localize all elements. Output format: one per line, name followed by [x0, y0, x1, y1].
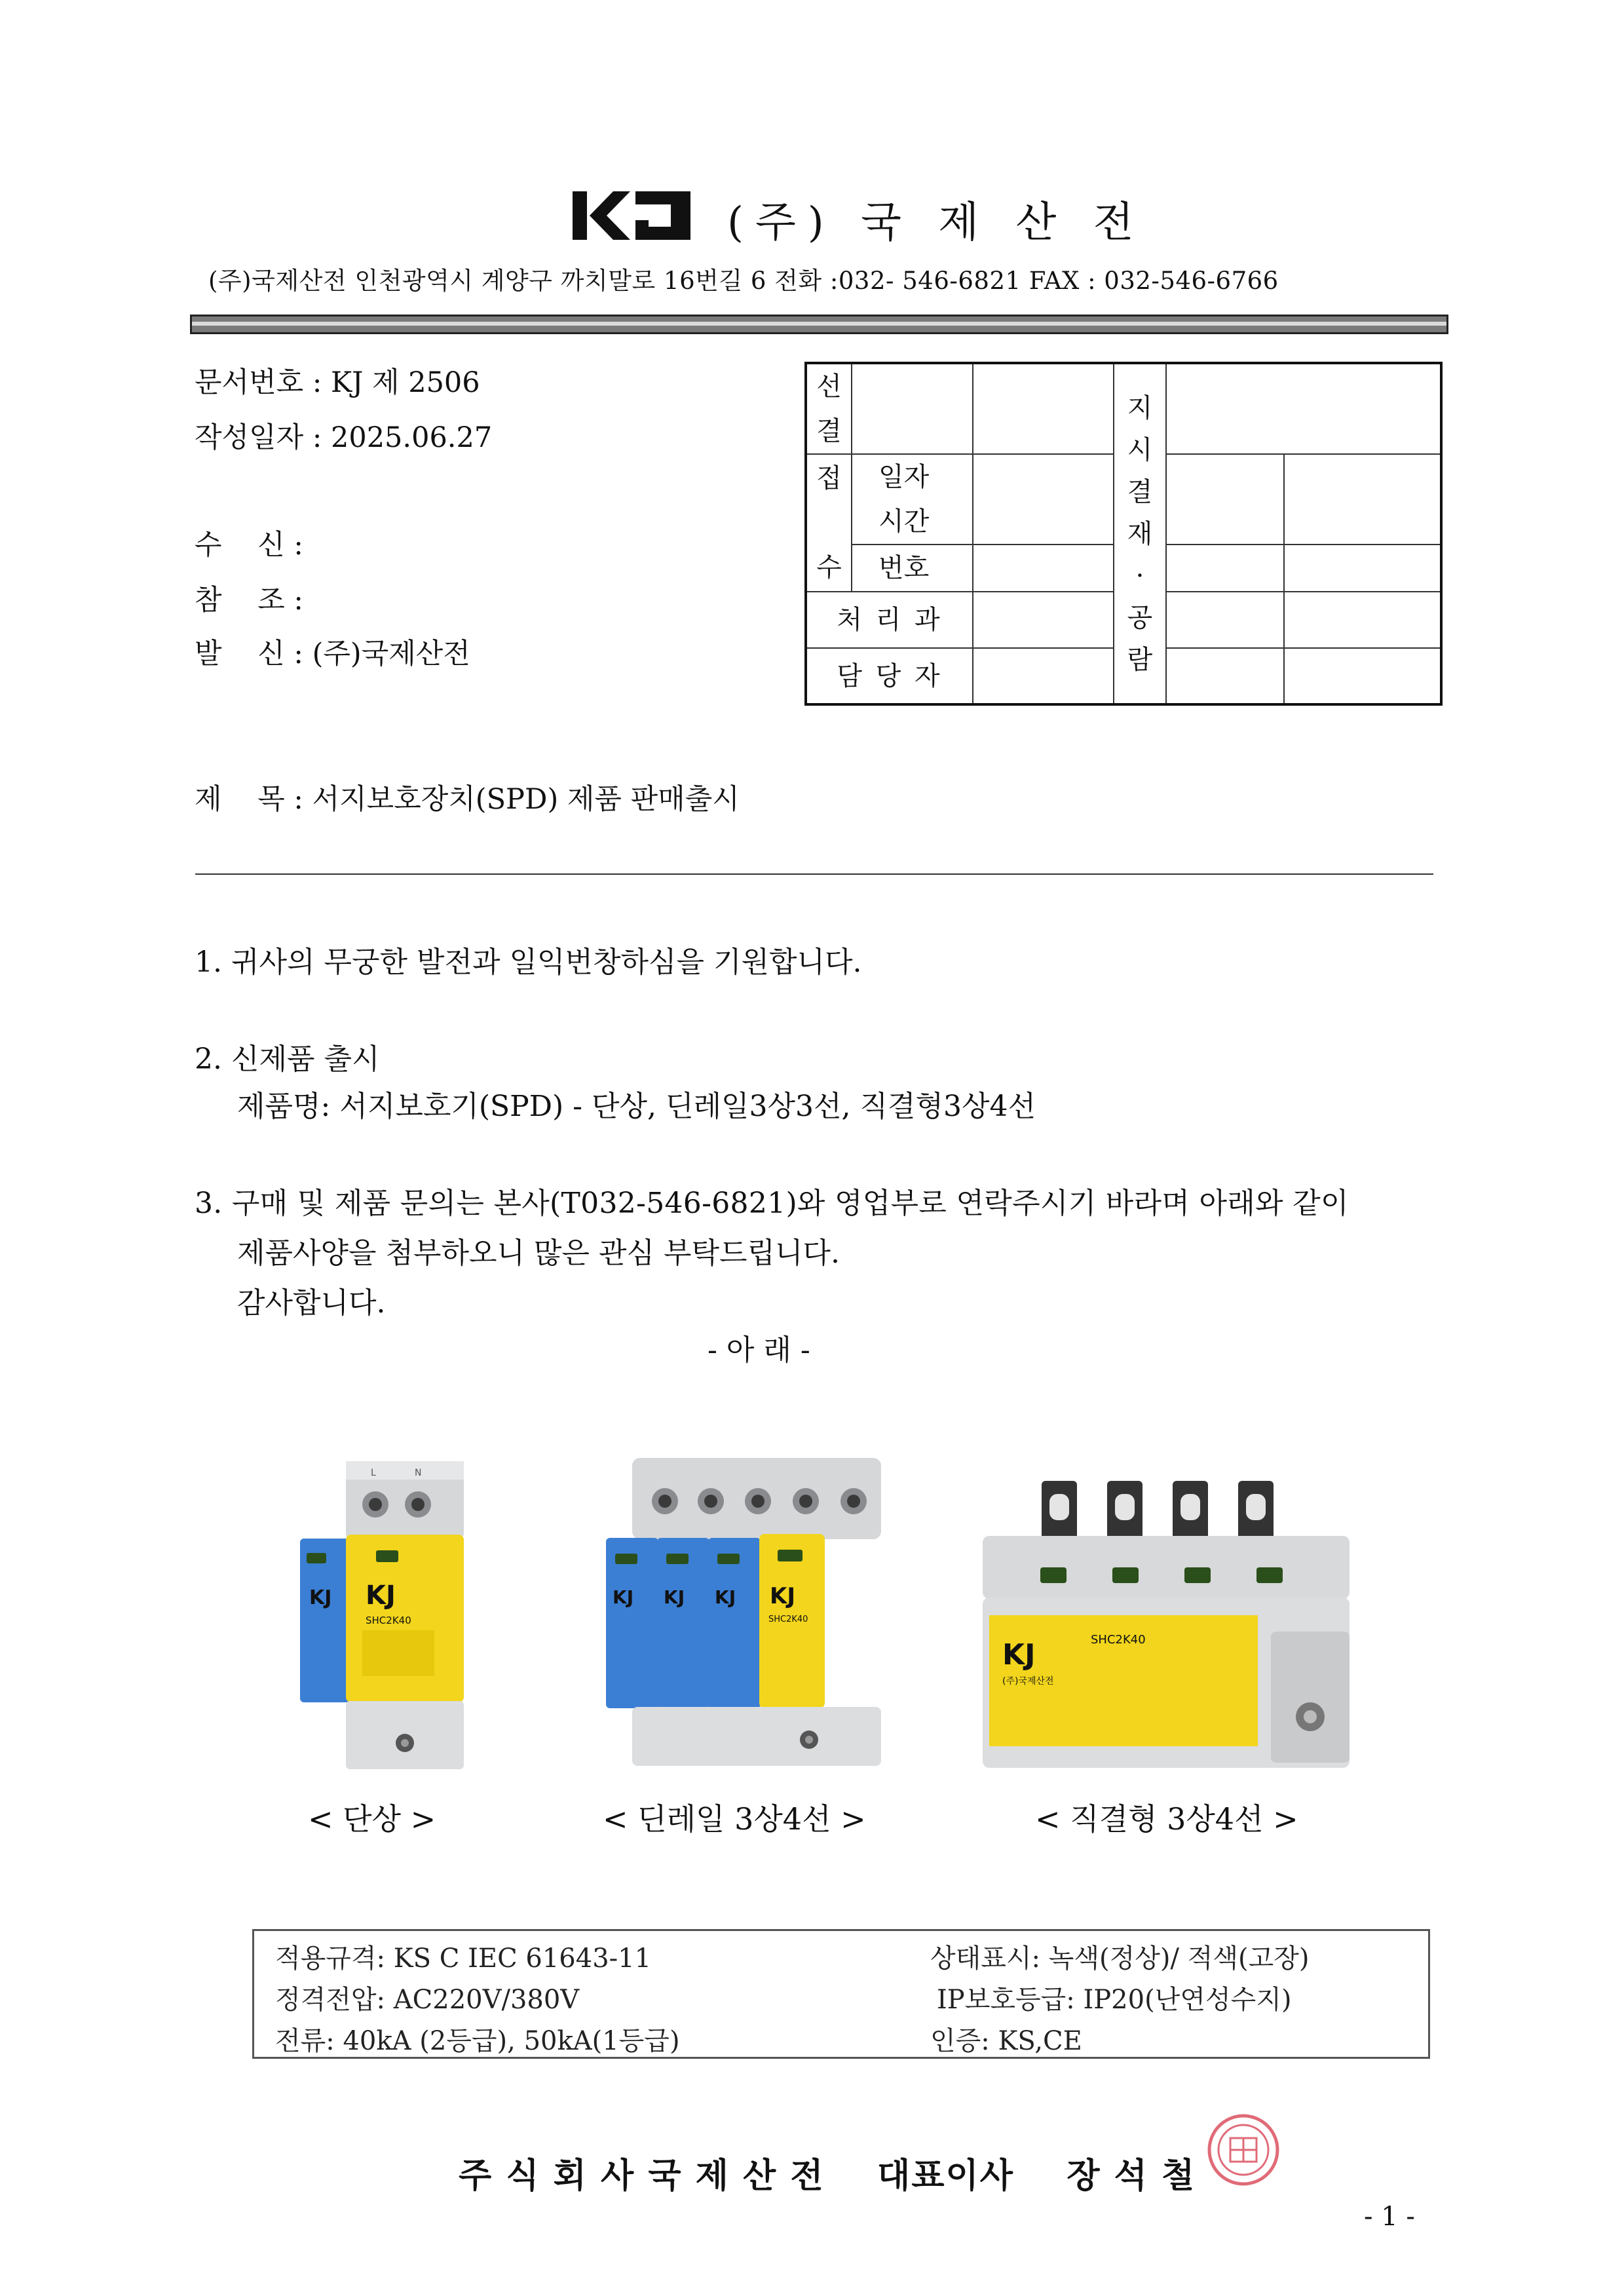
approval-review-box-4a[interactable]	[1166, 648, 1284, 704]
doc-number-value: KJ 제 2506	[330, 366, 480, 399]
caption-single-phase: < 단상 >	[308, 1801, 436, 1837]
recipient	[195, 523, 312, 563]
subject-underline	[195, 873, 1433, 875]
approval-review-box-3b[interactable]	[1284, 592, 1441, 648]
approval-beonho-label: 번호	[852, 545, 973, 592]
body-paragraph-2-line: 제품명: 서지보호기(SPD) - 단상, 딘레일3상3선, 직결형3상4선	[237, 1090, 1036, 1123]
approval-sign-box-1[interactable]	[852, 363, 973, 454]
approval-damdang-label: 담 당 자	[806, 648, 973, 704]
approval-jeopsu-cell: 접 수	[806, 454, 852, 592]
reference	[195, 578, 312, 618]
company-title: (주) 국 제 산 전	[727, 199, 1146, 247]
doc-number-label: 문서번호 :	[195, 366, 331, 399]
spec-rated-voltage: 정격전압: AC220V/380V	[275, 1985, 580, 2015]
svg-text:N: N	[415, 1468, 422, 1478]
doc-date-value: 2025.06.27	[330, 421, 493, 454]
approval-cheori-label: 처 리 과	[806, 592, 973, 648]
subject-value: 서지보호장치(SPD) 제품 판매출시	[312, 783, 740, 816]
svg-text:SHC2K40: SHC2K40	[1091, 1633, 1146, 1647]
approval-seon-cell: 선 결	[806, 363, 852, 454]
spec-certification: 인증: KS,CE	[930, 2026, 1082, 2056]
reference-label: 참 조 :	[195, 584, 312, 617]
company-address: (주)국제산전 인천광역시 계양구 까치말로 16번길 6 전화 :032- 546-6821 FAX : 032-546-6766	[208, 267, 1279, 295]
body-paragraph-3-line-2: 제품사양을 첨부하오니 많은 관심 부탁드립니다.	[237, 1236, 840, 1270]
svg-text:KJ: KJ	[613, 1586, 634, 1608]
body-paragraph-3-line-3: 감사합니다.	[237, 1286, 386, 1320]
svg-text:KJ: KJ	[366, 1580, 396, 1611]
subject	[195, 777, 740, 817]
svg-text:KJ: KJ	[309, 1586, 332, 1609]
approval-damdang-value[interactable]	[973, 648, 1114, 704]
approval-sign-box-2[interactable]	[973, 363, 1114, 454]
sender	[195, 632, 470, 672]
svg-text:SHC2K40: SHC2K40	[768, 1615, 808, 1624]
approval-table	[804, 362, 1443, 706]
caption-dinrail-3phase: < 딘레일 3상4선 >	[603, 1801, 866, 1837]
approval-ilja-value[interactable]	[973, 454, 1114, 545]
spd-direct-3phase-photo	[976, 1468, 1363, 1776]
approval-review-box-3a[interactable]	[1166, 592, 1284, 648]
company-seal-icon	[1207, 2113, 1280, 2187]
spd-single-phase-photo	[300, 1461, 477, 1769]
body-paragraph-1: 1. 귀사의 무궁한 발전과 일익번창하심을 기원합니다.	[195, 946, 862, 979]
approval-review-box-1b[interactable]	[1284, 454, 1441, 545]
spec-ip-rating: IP보호등급: IP20(난연성수지)	[937, 1985, 1292, 2015]
svg-text:L: L	[371, 1468, 376, 1478]
approval-review-box-1a[interactable]	[1166, 454, 1284, 545]
approval-beonho-value[interactable]	[973, 545, 1114, 592]
caption-direct-3phase: < 직결형 3상4선 >	[1035, 1801, 1298, 1837]
recipient-label: 수 신 :	[195, 529, 312, 562]
approval-review-box-2b[interactable]	[1284, 545, 1441, 592]
below-heading: - 아 래 -	[708, 1333, 810, 1367]
svg-text:KJ: KJ	[770, 1583, 795, 1609]
spec-standard: 적용규격: KS C IEC 61643-11	[275, 1943, 652, 1974]
approval-cheori-value[interactable]	[973, 592, 1114, 648]
approval-instruction-box[interactable]	[1166, 363, 1441, 454]
svg-text:SHC2K40: SHC2K40	[366, 1615, 411, 1626]
spd-dinrail-3phase-photo	[606, 1458, 888, 1766]
header-divider-bar	[190, 315, 1448, 334]
body-paragraph-2-title: 2. 신제품 출시	[195, 1043, 380, 1076]
spec-current: 전류: 40kA (2등급), 50kA(1등급)	[275, 2026, 680, 2056]
approval-review-box-4b[interactable]	[1284, 648, 1441, 704]
svg-text:(주)국제산전: (주)국제산전	[1002, 1676, 1054, 1687]
subject-label: 제 목 :	[195, 783, 312, 816]
sender-label: 발 신 :	[195, 638, 312, 670]
doc-number	[195, 360, 480, 400]
spec-status-display: 상태표시: 녹색(정상)/ 적색(고장)	[930, 1943, 1310, 1974]
svg-text:KJ: KJ	[1002, 1638, 1036, 1672]
approval-review-box-2a[interactable]	[1166, 545, 1284, 592]
svg-text:KJ: KJ	[664, 1586, 685, 1608]
approval-ilja-label: 일자 시간	[852, 454, 973, 545]
kj-logo-icon	[573, 190, 692, 241]
sender-value: (주)국제산전	[312, 638, 470, 670]
approval-jisi-cell: 지 시 결 재 · 공 람	[1114, 363, 1166, 704]
page-number: - 1 -	[1364, 2202, 1415, 2232]
doc-date	[195, 415, 492, 455]
body-paragraph-3-line-1: 3. 구매 및 제품 문의는 본사(T032-546-6821)와 영업부로 연락주시기 바라며 아래와 같이	[195, 1187, 1349, 1220]
signatory-line: 주 식 회 사 국 제 산 전 대표이사 장 석 철	[459, 2156, 1196, 2196]
doc-date-label: 작성일자 :	[195, 421, 331, 454]
svg-text:KJ: KJ	[715, 1586, 736, 1608]
